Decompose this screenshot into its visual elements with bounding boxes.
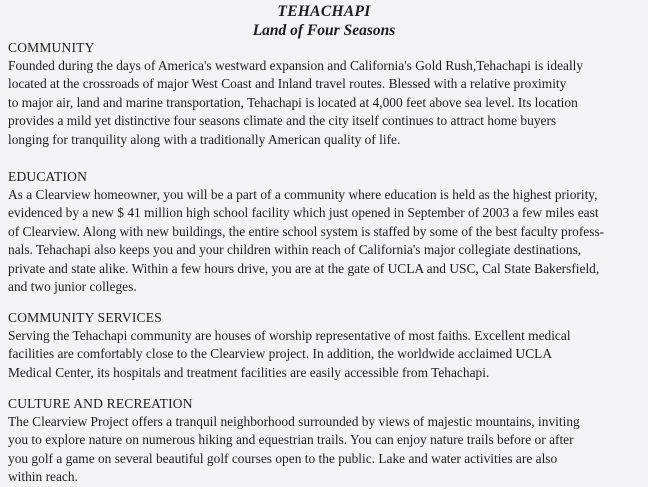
section-community-services — [8, 309, 642, 382]
paragraph-line: and two junior colleges. — [8, 279, 137, 295]
paragraph-line: of Clearview. Along with new buildings, the entire school system is staffed by some of the best faculty profess- — [8, 223, 605, 239]
paragraph-line: Medical Center, its hospitals and treatment facilities are easily accessible from Tehachapi. — [8, 364, 490, 380]
paragraph-line: evidenced by a new $ 41 million high school facility which just opened in September of 2003 a few miles east — [8, 205, 599, 221]
paragraph-line: provides a mild yet distinctive four seasons climate and the city itself continues to attract home buyers — [8, 113, 557, 129]
paragraph-line: private and state alike. Within a few hours drive, you are at the gate of UCLA and USC, Cal State Bakersfield, — [8, 260, 600, 276]
section-heading: COMMUNITY SERVICES — [8, 310, 162, 325]
paragraph-line: As a Clearview homeowner, you will be a part of a community where education is held as the highest priority, — [8, 187, 598, 202]
document-header — [0, 0, 648, 40]
paragraph-line: within reach. — [8, 469, 78, 485]
paragraph-line: located at the crossroads of major West Coast and Inland travel routes. Blessed with a relative proximity — [8, 76, 567, 92]
section-community — [8, 39, 642, 149]
paragraph-line: to major air, land and marine transportation, Tehachapi is located at 4,000 feet above sea level. Its location — [8, 94, 578, 110]
section-education — [8, 168, 642, 296]
paragraph-line: The Clearview Project offers a tranquil neighborhood surrounded by views of majestic mountains, inviting — [8, 414, 580, 429]
document-title: TEHACHAPI — [277, 3, 371, 20]
paragraph-line: Founded during the days of America's westward expansion and California's Gold Rush,Tehachapi is ideally — [8, 58, 584, 73]
section-heading: COMMUNITY — [8, 40, 95, 55]
document-subtitle: Land of Four Seasons — [252, 22, 396, 39]
paragraph-line: facilities are comfortably close to the Clearview project. In addition, the worldwide acclaimed UCLA — [8, 346, 552, 362]
paragraph-line: longing for tranquility along with a traditionally American quality of life. — [8, 131, 401, 147]
section-heading: EDUCATION — [8, 169, 88, 184]
section-heading: CULTURE AND RECREATION — [8, 396, 193, 411]
paragraph-line: nals. Tehachapi also keeps you and your children within reach of California's major collegiate destinations, — [8, 242, 582, 258]
paragraph-line: you golf a game on several beautiful golf courses open to the public. Lake and water activities are also — [8, 450, 558, 466]
paragraph-line: Serving the Tehachapi community are houses of worship representative of most faiths. Excellent medical — [8, 328, 571, 343]
paragraph-line: you to explore nature on numerous hiking and equestrian trails. You can enjoy nature trails before or after — [8, 432, 574, 448]
section-culture-and-recreation — [8, 395, 642, 487]
